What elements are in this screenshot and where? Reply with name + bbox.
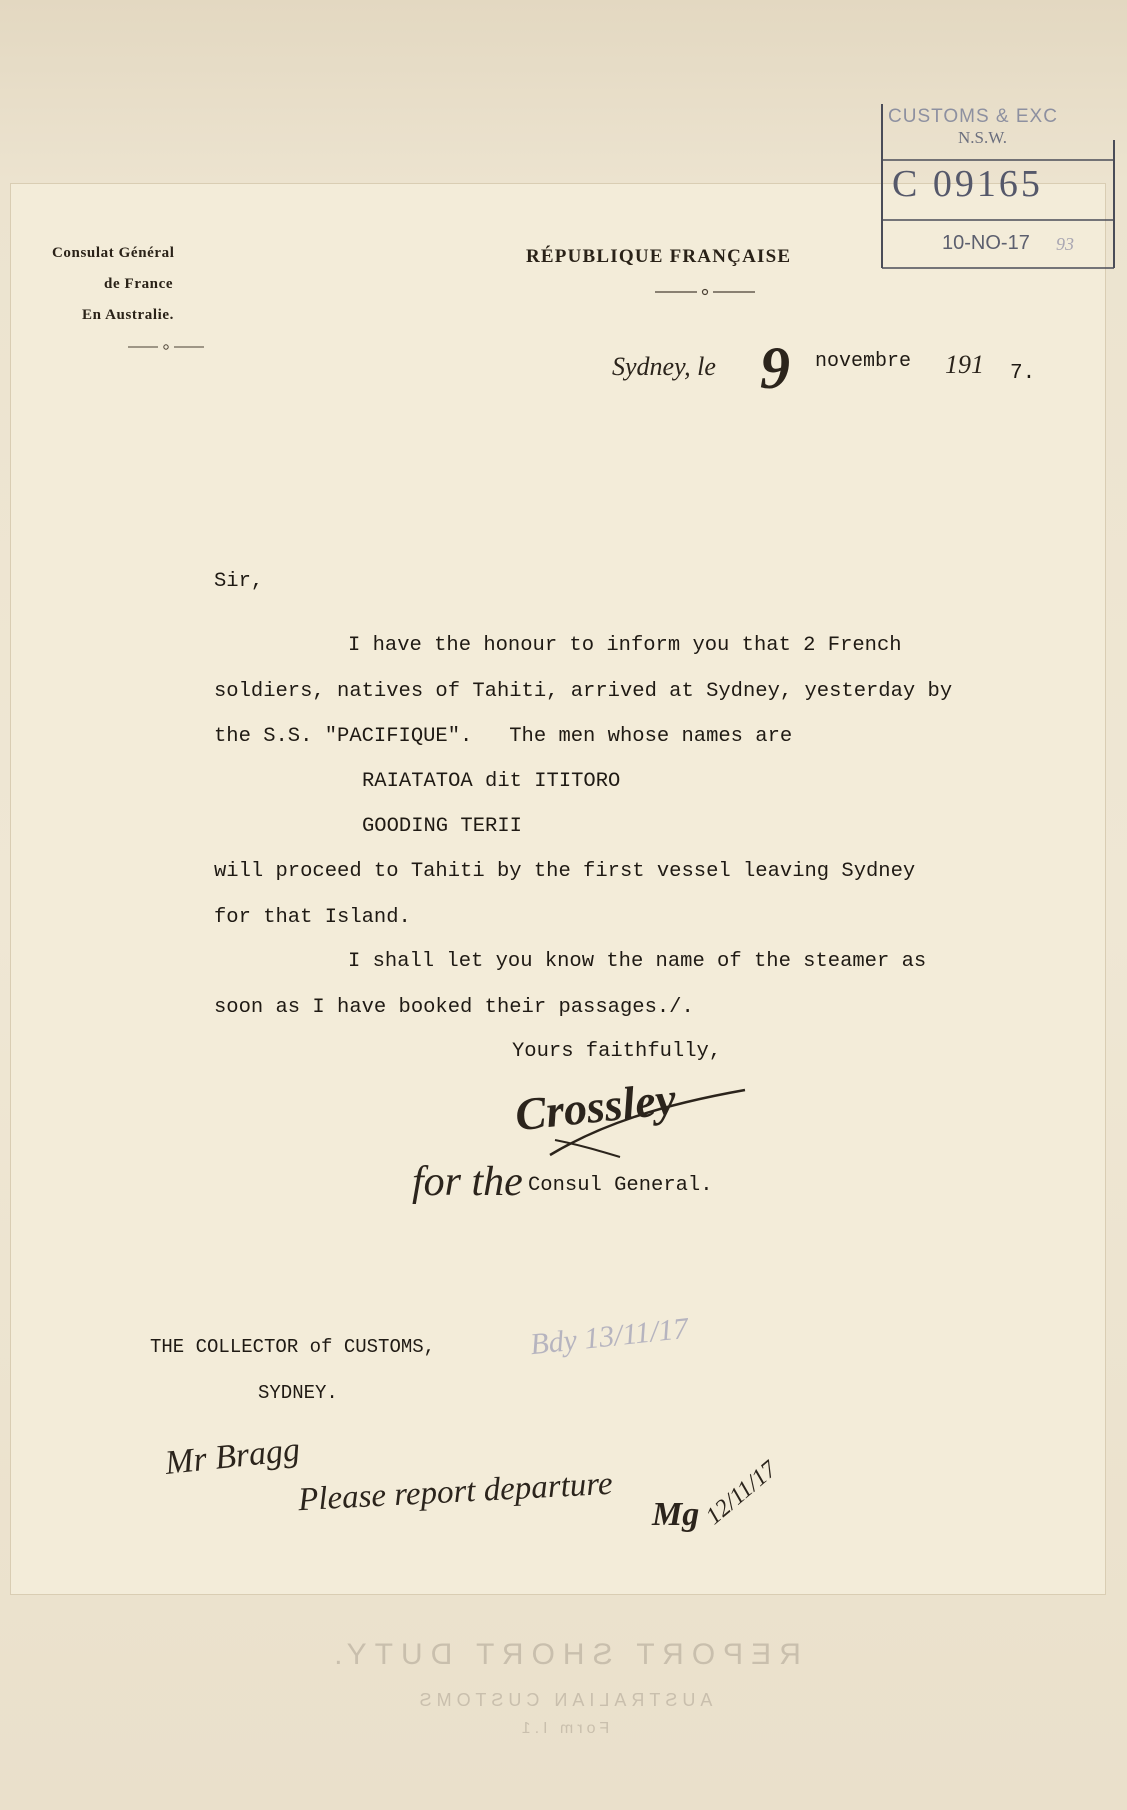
closing: Yours faithfully, (512, 1040, 722, 1063)
bleed-through-line-3: Form I.1 (517, 1720, 610, 1737)
margin-note: Bdy 13/11/17 (528, 1311, 690, 1362)
letter-sheet (10, 183, 1106, 1595)
ghost-text (55, 140, 60, 160)
stamp-number: C 09165 (892, 163, 1043, 205)
stamp-line-1: CUSTOMS & EXC (888, 106, 1058, 127)
soldier-name-1: RAIATATOA dit ITITORO (362, 770, 621, 793)
date-year-digit: 7. (1010, 362, 1036, 385)
bleed-through-title: REPORT SHORT DUTY. (326, 1638, 801, 1671)
addressee-line-1: THE COLLECTOR of CUSTOMS, (150, 1336, 436, 1358)
consulate-line-1: Consulat Général (52, 245, 175, 261)
addressee-line-2: SYDNEY. (258, 1382, 338, 1404)
para2-line-2: soon as I have booked their passages./. (214, 996, 694, 1019)
date-day: 9 (760, 335, 790, 401)
signer-title: Consul General. (528, 1174, 713, 1197)
date-month: novembre (815, 350, 912, 373)
republic-divider (655, 287, 755, 297)
customs-stamp (878, 100, 1118, 272)
para2-line-1: I shall let you know the name of the steamer as (348, 950, 927, 973)
date-place: Sydney, le (612, 352, 716, 381)
stamp-line-2: N.S.W. (958, 128, 1007, 147)
stamp-date: 10-NO-17 (942, 232, 1030, 254)
salutation: Sir, (214, 570, 264, 593)
annotation-to: Mr Bragg (163, 1431, 302, 1482)
para1-line-3: the S.S. "PACIFIQUE". The men whose names are (214, 725, 793, 748)
para1-line-2: soldiers, natives of Tahiti, arrived at Sydney, yesterday by (214, 680, 953, 703)
signature-flourish (540, 1085, 750, 1165)
consulate-line-2: de France (104, 276, 174, 292)
signature: Crossley (512, 1072, 679, 1141)
date-year-prefix: 191 (945, 350, 984, 379)
for-the: for the (412, 1159, 523, 1205)
annotation-initials: Mg (652, 1496, 700, 1533)
soldier-name-2: GOODING TERII (362, 815, 522, 838)
annotation-note: Please report departure (297, 1465, 614, 1519)
para1-line-1: I have the honour to inform you that 2 French (348, 634, 902, 657)
para1-cont-line-1: will proceed to Tahiti by the first vessel leaving Sydney (214, 860, 916, 883)
consulate-line-3: En Australie. (82, 307, 174, 323)
consulate-divider (128, 342, 204, 352)
bleed-through-line-2: AUSTRALIAN CUSTOMS (414, 1690, 713, 1710)
stamp-date-suffix: 93 (1056, 234, 1074, 254)
republic-heading: RÉPUBLIQUE FRANÇAISE (526, 246, 792, 267)
para1-cont-line-2: for that Island. (214, 906, 411, 929)
annotation-date: 12/11/17 (701, 1456, 782, 1530)
